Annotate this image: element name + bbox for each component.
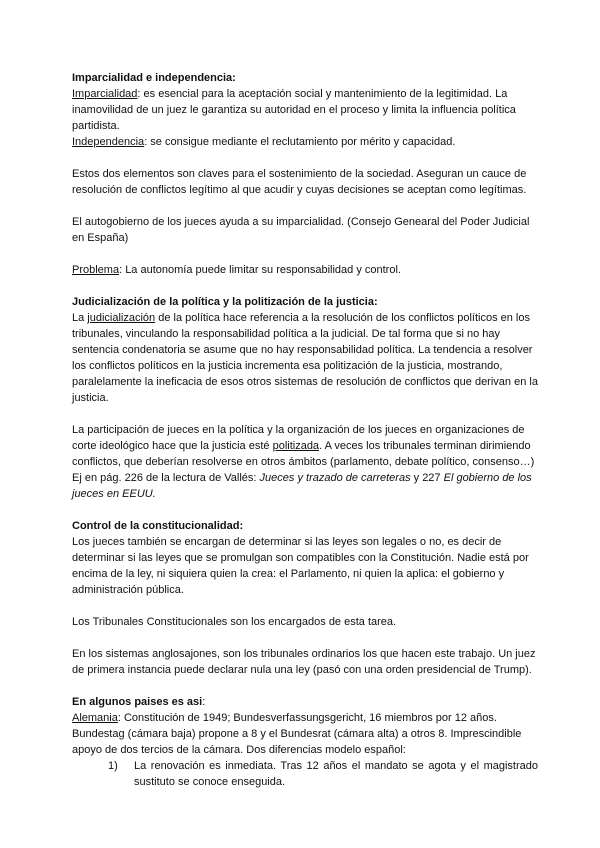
book-title-gobierno-jueces: El gobierno de los jueces en EEUU. — [72, 472, 532, 500]
text-fragment: La participación de jueces en la política y la organización de los jueces en organizaciones de corte ideológico hace que la justicia esté — [72, 424, 525, 452]
paragraph-politizacion — [72, 422, 538, 502]
term-problema: Problema — [72, 264, 120, 276]
paragraph-control: Los jueces también se encargan de determinar si las leyes son legales o no, es decir de determinar si las leyes que se promulgan son compatibles con la Constitución. Nadie está por encima de la ley, ni siquiera quien la crea: el Parlamento, ni quien la aplica: el gobierno y administración pública. — [72, 536, 529, 596]
heading-paises: En algunos paises es asi — [72, 696, 203, 708]
term-alemania: Alemania — [72, 712, 118, 724]
text-fragment: de la política hace referencia a la resolución de los conflictos políticos en los tribunales, vinculando la responsabilidad política a la judicial. De tal forma que si no hay sentencia condenatoria se asume que no hay responsabilidad política. La tendencia a resolver los conflictos políticos en la justicia incrementa esa politización de la justicia, mostrando, paralelamente la ineficacia de esos otros sistemas de resolución de conflictos que derivan en la justicia. — [72, 312, 538, 404]
paragraph-imparcialidad — [72, 86, 538, 134]
heading-colon: : — [202, 696, 206, 708]
term-imparcialidad: Imparcialidad — [72, 88, 138, 100]
paragraph-judicializacion — [72, 310, 538, 406]
text-alemania: : Constitución de 1949; Bundesverfassungsgericht, 16 miembros por 12 años. Bundestag (cámara baja) propone a 8 y el Bundesrat (cámara alta) a otros 8. Imprescindible apoyo de dos tercios de la cámara. Dos diferencias modelo español: — [72, 712, 522, 756]
numbered-list — [72, 758, 538, 790]
heading-constitucionalidad: Control de la constitucionalidad: — [72, 520, 244, 532]
section-imparcialidad — [72, 70, 538, 278]
heading-imparcialidad: Imparcialidad e independencia: — [72, 72, 236, 84]
term-judicializacion: judicialización — [87, 312, 156, 324]
text-fragment: La — [72, 312, 88, 324]
list-item-number: 1) — [108, 760, 118, 772]
section-constitucionalidad — [72, 518, 538, 678]
paragraph-problema — [72, 262, 538, 278]
text-imparcialidad: : es esencial para la aceptación social y mantenimiento de la legitimidad. La inamovilidad de un juez le garantiza su autoridad en el proceso y limita la influencia política partidista. — [72, 88, 516, 132]
list-item-text: La renovación es inmediata. Tras 12 años el mandato se agota y el magistrado sustituto se conoce enseguida. — [134, 760, 538, 788]
text-independencia: : se consigue mediante el reclutamiento por mérito y capacidad. — [144, 136, 456, 148]
term-independencia: Independencia — [72, 136, 145, 148]
section-paises — [72, 694, 538, 790]
paragraph-alemania — [72, 710, 538, 758]
list-item — [72, 758, 538, 790]
heading-paises-line — [72, 694, 538, 710]
paragraph-independencia — [72, 134, 538, 150]
paragraph-claves: Estos dos elementos son claves para el sostenimiento de la sociedad. Aseguran un cauce de resolución de conflictos legítimo al que acudir y cuyas decisiones se aceptan como legítimas. — [72, 168, 527, 196]
term-politizada: politizada — [272, 440, 320, 452]
heading-judicializacion: Judicialización de la política y la politización de la justicia: — [72, 296, 378, 308]
book-title-carreteras: Jueces y trazado de carreteras — [259, 472, 411, 484]
paragraph-tribunales: Los Tribunales Constitucionales son los encargados de esta tarea. — [72, 616, 397, 628]
paragraph-autogobierno: El autogobierno de los jueces ayuda a su imparcialidad. (Consejo Genearal del Poder Judicial en España) — [72, 216, 530, 244]
section-judicializacion — [72, 294, 538, 502]
text-fragment: y 227 — [410, 472, 444, 484]
paragraph-anglosajones: En los sistemas anglosajones, son los tribunales ordinarios los que hacen este trabajo. Un juez de primera instancia puede declarar nula una ley (pasó con una orden presidencial de Trump). — [72, 648, 536, 676]
text-fragment: . A veces los tribunales terminan dirimiendo conflictos, que deberían resolverse en otros ámbitos (parlamento, debate político, consenso…) Ej en pág. 226 de la lectura de Vallés: — [72, 440, 535, 484]
text-problema: : La autonomía puede limitar su responsabilidad y control. — [119, 264, 401, 276]
